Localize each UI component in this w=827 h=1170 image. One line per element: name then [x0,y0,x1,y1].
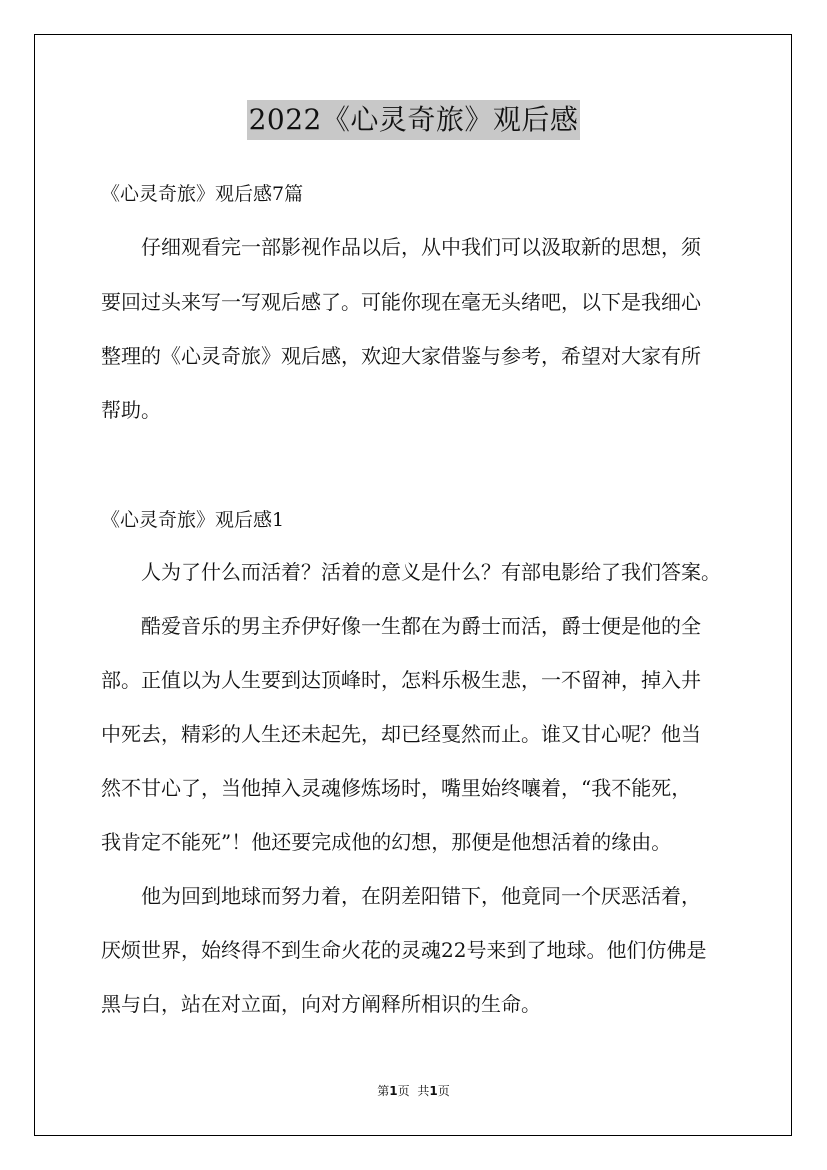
title-container [0,100,827,140]
body-line: 他为回到地球而努力着，在阴差阳错下，他竟同一个厌恶活着， [101,884,701,908]
page-footer [0,1083,827,1099]
page-number: 1 [389,1084,398,1098]
body-line: 人为了什么而活着？活着的意义是什么？有部电影给了我们答案。 [101,560,721,584]
body-line: 部。正值以为人生要到达顶峰时，怎料乐极生悲，一不留神，掉入井 [101,668,701,692]
intro-line: 仔细观看完一部影视作品以后，从中我们可以汲取新的思想，须 [101,235,701,259]
page-prefix: 第 [377,1084,390,1098]
body-line: 我肯定不能死”！他还要完成他的幻想，那便是他想活着的缘由。 [101,830,672,854]
total-pages: 1 [429,1084,438,1098]
body-line: 厌烦世界，始终得不到生命火花的灵魂22号来到了地球。他们仿佛是 [101,938,707,962]
intro-line: 帮助。 [101,398,161,422]
document-title: 2022《心灵奇旅》观后感 [247,100,581,140]
body-line: 然不甘心了，当他掉入灵魂修炼场时，嘴里始终嚷着，“我不能死， [101,776,692,800]
page-suffix: 页 [397,1084,410,1098]
body-line: 中死去，精彩的人生还未起先，却已经戛然而止。谁又甘心呢？他当 [101,722,701,746]
total-prefix: 共 [417,1084,430,1098]
total-suffix: 页 [437,1084,450,1098]
subtitle: 《心灵奇旅》观后感7篇 [101,183,304,205]
intro-line: 要回过头来写一写观后感了。可能你现在毫无头绪吧，以下是我细心 [101,290,701,314]
body-line: 酷爱音乐的男主乔伊好像一生都在为爵士而活，爵士便是他的全 [101,614,701,638]
body-line: 黑与白，站在对立面，向对方阐释所相识的生命。 [101,992,541,1016]
section-heading: 《心灵奇旅》观后感1 [101,509,285,531]
intro-line: 整理的《心灵奇旅》观后感，欢迎大家借鉴与参考，希望对大家有所 [101,344,701,368]
